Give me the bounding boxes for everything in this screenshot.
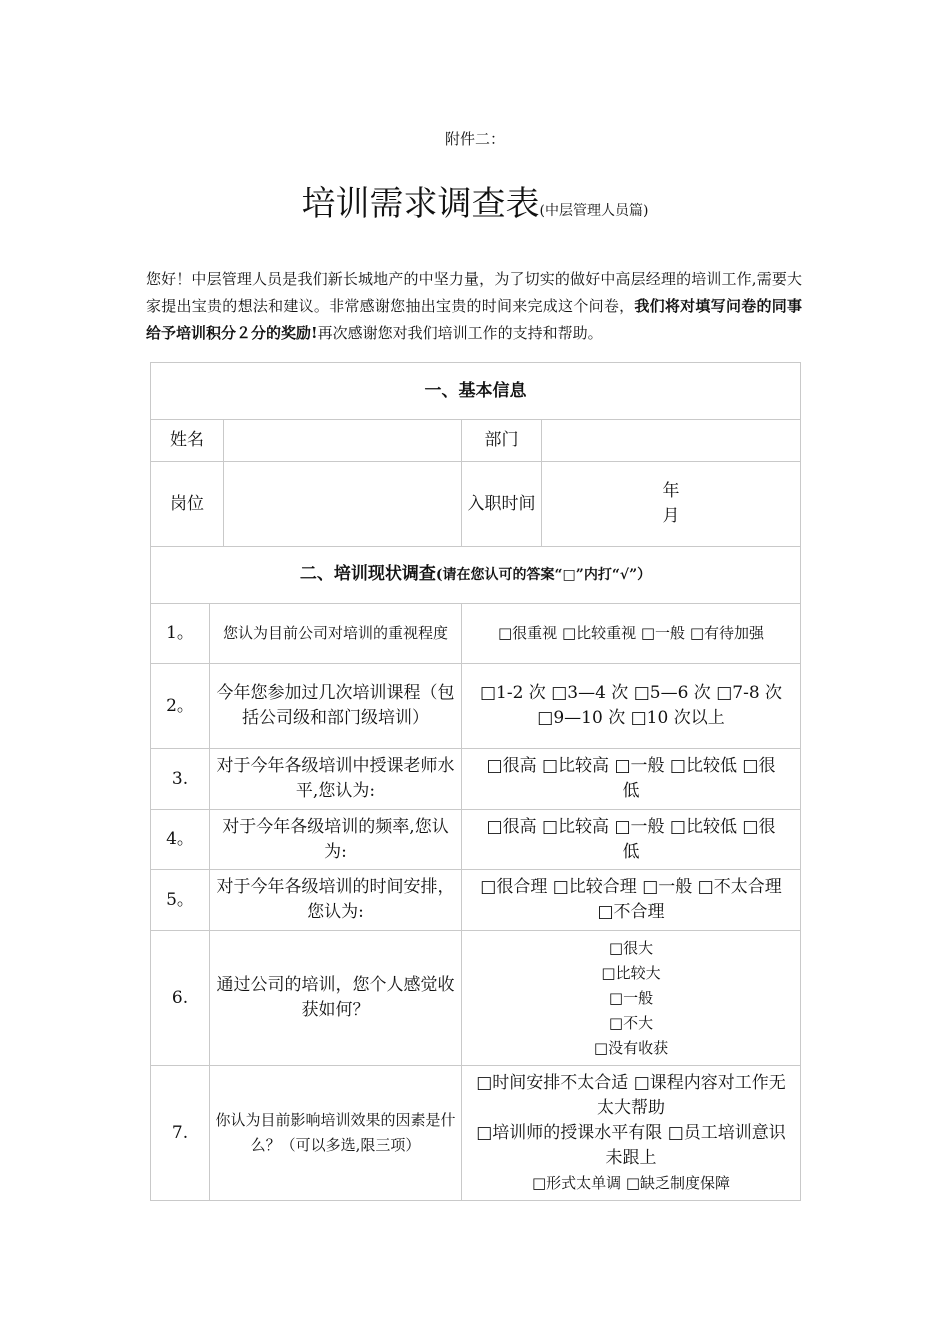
month-label: 月 [662, 506, 680, 526]
question-number: 3. [151, 749, 210, 810]
intro-bold-text: 我们将对填写问卷的同事给予培训积分２分的奖励! [146, 297, 802, 342]
question-options[interactable] [462, 1066, 801, 1201]
option-line[interactable]: 未跟上 [605, 1147, 657, 1168]
hire-date-label: 入职时间 [462, 462, 542, 547]
name-dept-row [151, 420, 801, 462]
position-hire-row [151, 462, 801, 547]
question-options[interactable] [462, 931, 801, 1066]
question-options[interactable] [462, 664, 801, 749]
question-text: 对于今年各级培训的频率,您认为: [210, 810, 462, 870]
question-row [151, 870, 801, 931]
intro-paragraph [146, 266, 802, 347]
question-number: 1。 [151, 604, 210, 664]
survey-table [150, 362, 801, 1201]
question-text: 对于今年各级培训的时间安排，您认为: [210, 870, 462, 931]
question-row [151, 931, 801, 1066]
section-basic-info-row [151, 363, 801, 420]
option-line[interactable]: □培训师的授课水平有限 □员工培训意识 [476, 1122, 786, 1143]
question-text: 今年您参加过几次培训课程（包括公司级和部门级培训） [210, 664, 462, 749]
option-line[interactable]: □一般 [608, 988, 654, 1007]
intro-tail-text: 再次感谢您对我们培训工作的支持和帮助。 [317, 324, 603, 342]
position-field[interactable] [224, 462, 462, 547]
section-basic-info-title: 一、基本信息 [151, 363, 801, 420]
question-text: 你认为目前影响培训效果的因素是什么？（可以多选,限三项） [210, 1066, 462, 1201]
year-label: 年 [662, 481, 680, 501]
page-title [0, 176, 950, 225]
question-number: 6. [151, 931, 210, 1066]
section-status-title [151, 547, 801, 604]
option-line[interactable]: □很高 □比较高 □一般 □比较低 □很 [486, 756, 776, 776]
option-line[interactable]: □很重视 □比较重视 □一般 □有待加强 [498, 624, 764, 642]
question-text: 您认为目前公司对培训的重视程度 [210, 604, 462, 664]
option-line[interactable]: □很合理 □比较合理 □一般 □不太合理 [480, 877, 782, 897]
name-field[interactable] [224, 420, 462, 462]
option-line[interactable]: □不大 [608, 1013, 654, 1032]
title-subtitle: (中层管理人员篇) [539, 203, 649, 219]
dept-label: 部门 [462, 420, 542, 462]
question-text: 通过公司的培训，您个人感觉收获如何？ [210, 931, 462, 1066]
question-row [151, 604, 801, 664]
attachment-label: 附件二： [444, 130, 505, 148]
question-number: 4。 [151, 810, 210, 870]
option-line[interactable]: 低 [622, 781, 640, 801]
question-row [151, 749, 801, 810]
section-status-row [151, 547, 801, 604]
option-line[interactable]: □不合理 [597, 902, 665, 922]
option-line[interactable]: □1-2 次 □3—4 次 □5—6 次 □7-8 次 [479, 683, 783, 703]
question-row [151, 1066, 801, 1201]
option-line[interactable]: 太大帮助 [597, 1097, 665, 1118]
option-line[interactable]: □时间安排不太合适 □课程内容对工作无 [476, 1072, 786, 1093]
question-row [151, 664, 801, 749]
section-status-heading: 二、培训现状调查 [299, 564, 436, 584]
question-options[interactable] [462, 810, 801, 870]
name-label: 姓名 [151, 420, 224, 462]
option-line[interactable]: 低 [622, 841, 640, 862]
option-line[interactable]: □没有收获 [593, 1038, 669, 1057]
option-line[interactable]: □很大 [608, 938, 654, 957]
option-line[interactable]: □形式太单调 □缺乏制度保障 [531, 1173, 731, 1192]
question-options[interactable] [462, 604, 801, 664]
dept-field[interactable] [542, 420, 801, 462]
option-line[interactable]: □很高 □比较高 □一般 □比较低 □很 [486, 816, 776, 837]
position-label: 岗位 [151, 462, 224, 547]
section-status-note: (请在您认可的答案“□”内打“√”） [435, 567, 652, 583]
title-main: 培训需求调查表 [301, 184, 540, 224]
hire-date-field[interactable] [542, 462, 801, 547]
question-text: 对于今年各级培训中授课老师水平,您认为: [210, 749, 462, 810]
question-number: 2。 [151, 664, 210, 749]
option-line[interactable]: □9—10 次 □10 次以上 [537, 708, 725, 728]
option-line[interactable]: □比较大 [601, 963, 661, 982]
question-options[interactable] [462, 870, 801, 931]
question-row [151, 810, 801, 870]
question-options[interactable] [462, 749, 801, 810]
question-number: 7. [151, 1066, 210, 1201]
question-number: 5。 [151, 870, 210, 931]
intro-text: 您好！中层管理人员是我们新长城地产的中坚力量，为了切实的做好中高层经理的培训工作,需要大家提出宝贵的想法和建议。非常感谢您抽出宝贵的时间来完成这个问卷， [146, 270, 802, 315]
